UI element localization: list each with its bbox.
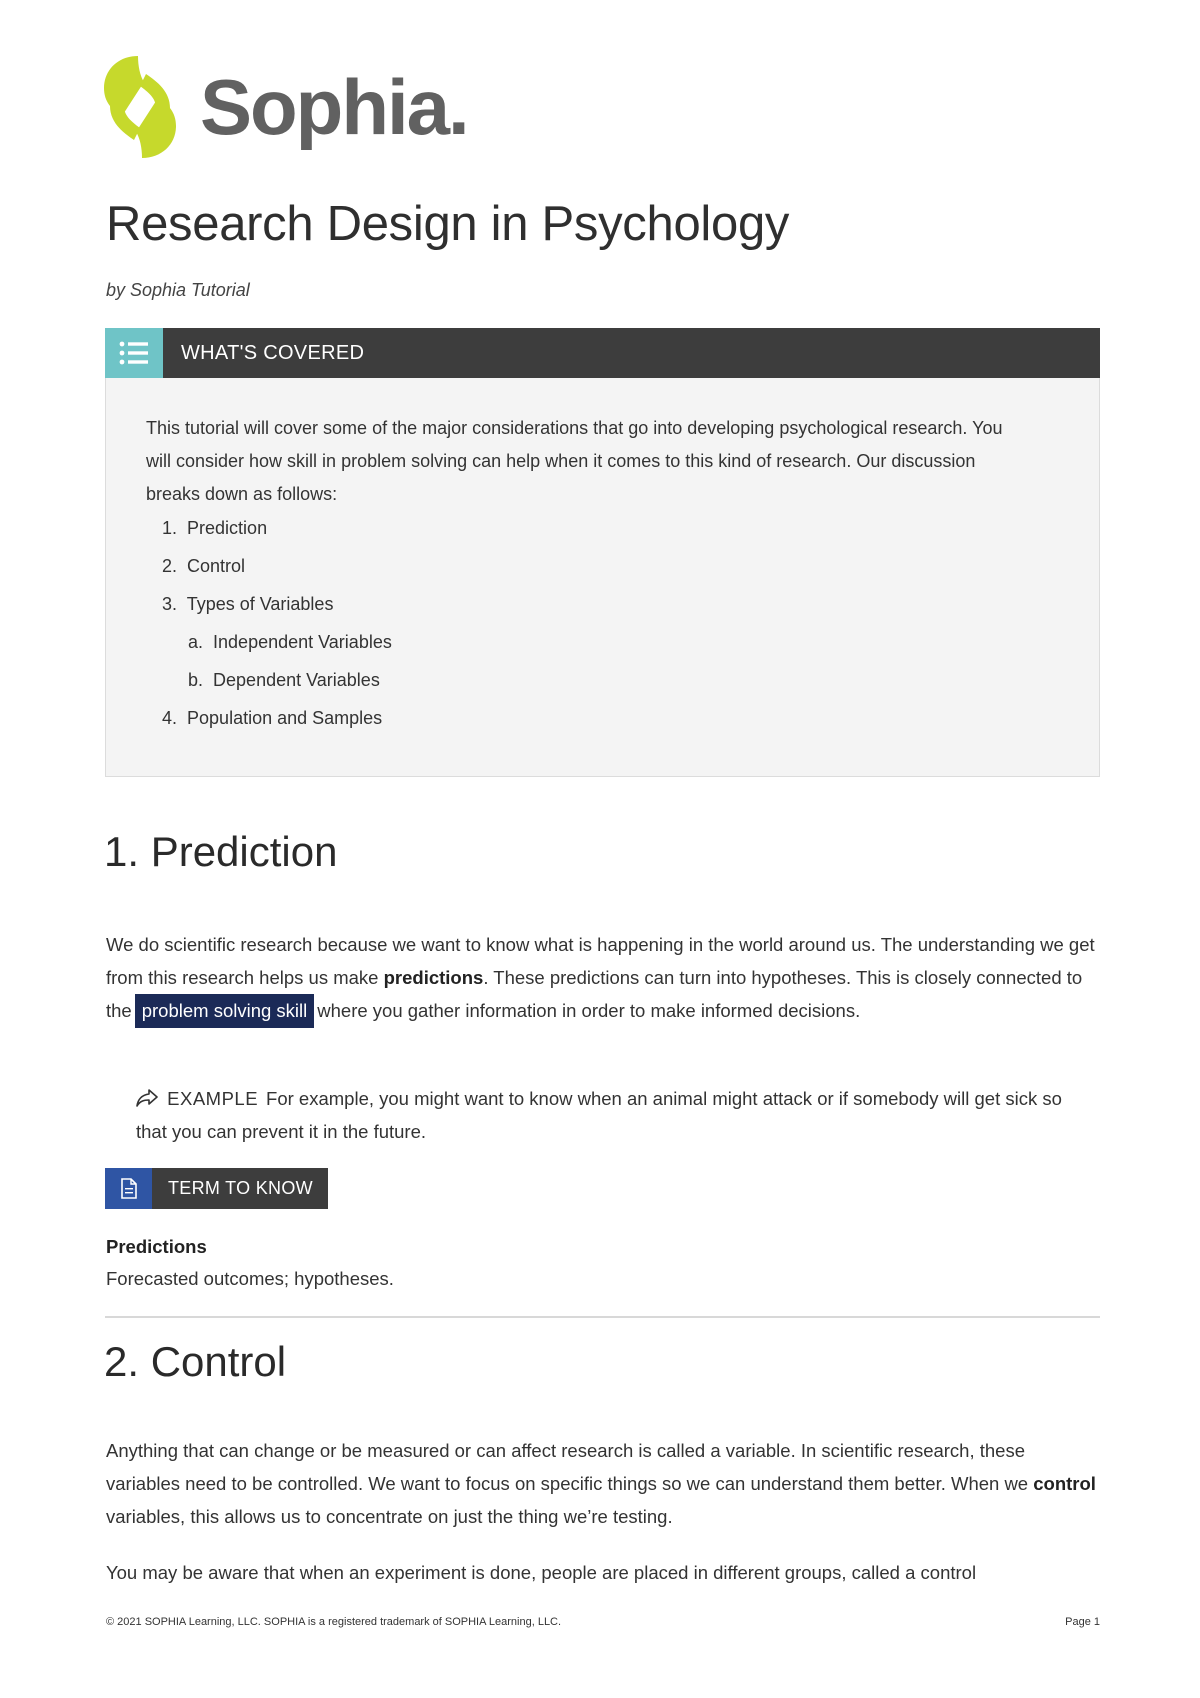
copyright-footer: © 2021 SOPHIA Learning, LLC. SOPHIA is a registered trademark of SOPHIA Learning, LLC. (106, 1616, 562, 1628)
section-divider (105, 1316, 1100, 1318)
example-label: EXAMPLE (167, 1088, 259, 1109)
example-text: For example, you might want to know when an animal might attack or if somebody will get sick so that you can prevent it in the future. (136, 1088, 1062, 1142)
bold-term: predictions (383, 967, 484, 988)
outline-item: 1. Prediction (162, 518, 268, 538)
control-paragraph: Anything that can change or be measured or can affect research is called a variable. In scientific research, these variables need to be controlled. We want to focus on specific things so we can understand them better. When we control variables, this allows us to concentrate on just the thing we’re testing. (106, 1440, 1096, 1527)
list-icon (105, 328, 163, 378)
whats-covered-header (105, 328, 1100, 378)
outline-subitem: a. Independent Variables (188, 632, 392, 652)
sophia-logo (100, 52, 468, 162)
sophia-logo-mark-icon (100, 52, 180, 162)
share-arrow-icon (136, 1089, 158, 1107)
term-to-know-badge (105, 1168, 328, 1209)
outline-item: 3. Types of Variables (162, 594, 334, 614)
whats-covered-box (105, 378, 1100, 777)
outline-subitem: b. Dependent Variables (188, 670, 380, 690)
control-paragraph-2: You may be aware that when an experiment is done, people are placed in different groups, called a control (106, 1562, 977, 1583)
example-callout (136, 1082, 1096, 1148)
outline-item: 4. Population and Samples (162, 708, 383, 728)
section-heading-control: 2. Control (104, 1338, 287, 1385)
byline: by Sophia Tutorial (106, 280, 250, 300)
whats-covered-intro: This tutorial will cover some of the major considerations that go into developing psychological research. You will consider how skill in problem solving can help when it comes to this kind of research. Our discussion breaks down as follows: (146, 418, 1003, 504)
term-definition: Forecasted outcomes; hypotheses. (106, 1268, 394, 1289)
sophia-wordmark: Sophia. (200, 63, 468, 151)
section-heading-prediction: 1. Prediction (104, 828, 338, 875)
term-to-know-label: TERM TO KNOW (168, 1178, 313, 1198)
prediction-paragraph: We do scientific research because we want to know what is happening in the world around us. The understanding we get from this research helps us make predictions. These predictions can turn into hypotheses. This is closely connected to the problem solving skill where you gather information in order to make informed decisions. (106, 928, 1096, 1028)
whats-covered-label: WHAT'S COVERED (181, 341, 365, 364)
document-icon (105, 1168, 152, 1209)
outline-item: 2. Control (162, 556, 246, 576)
document-title: Research Design in Psychology (106, 197, 790, 251)
page-number: Page 1 (1065, 1616, 1100, 1628)
term-word: Predictions (106, 1236, 207, 1257)
bold-term: control (1033, 1473, 1096, 1494)
problem-solving-skill-tag[interactable]: problem solving skill (135, 994, 315, 1028)
